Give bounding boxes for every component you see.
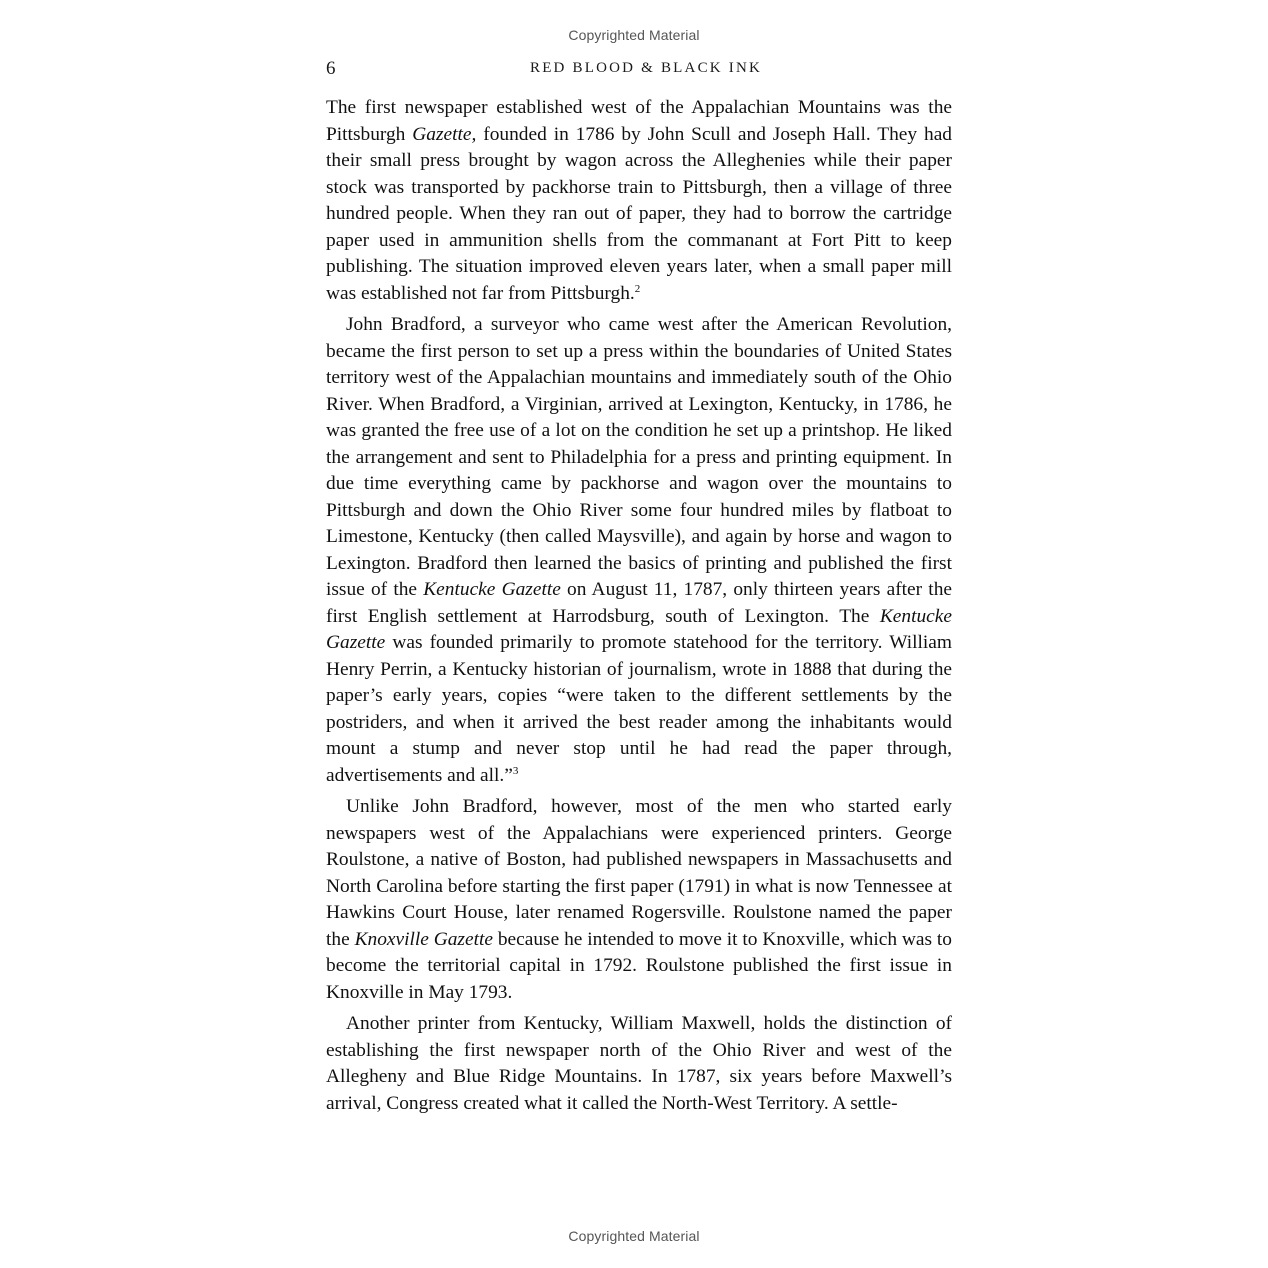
text-run: Unlike John Bradford, however, most of the men who started early newspapers west of the Appalachians were experienced printers. George Roulstone, a native of Boston, had published newspapers in Massachusetts and North Carolina before starting the first paper (1791) in what is now Tennessee at Hawkins Court House, later renamed Rogersville. Roulstone named the paper the (326, 796, 952, 950)
italic-title: Kentucke Gazette (423, 579, 561, 600)
footnote-marker: 2 (634, 282, 641, 295)
paragraph-2 (326, 312, 952, 789)
book-title: RED BLOOD & BLACK INK (529, 60, 763, 76)
copyright-watermark-top: Copyrighted Material (568, 27, 700, 43)
text-run: was founded primarily to promote statehood for the territory. William Henry Perrin, a Kentucky historian of journalism, wrote in 1888 that during the paper’s early years, copies “were taken to the different settlements by the postriders, and when it arrived the best reader among the inhabitants would mount a stump and never stop until he had read the paper through, advertisements and all.” (326, 632, 952, 786)
paragraph-4 (326, 1011, 952, 1117)
paragraph-1 (326, 95, 952, 307)
paragraph-3 (326, 794, 952, 1006)
italic-title: Kentucke Gazette (326, 605, 952, 653)
text-run: founded in 1786 by John Scull and Joseph Hall. They had their small press brought by wagon across the Alleghenies while their paper stock was transported by packhorse train to Pittsburgh, then a village of three hundred people. When they ran out of paper, they had to borrow the cartridge paper used in ammunition shells from the commanant at Fort Pitt to keep publishing. The situation improved eleven years later, when a small paper mill was established not far from Pittsburgh. (326, 123, 952, 304)
italic-title: Gazette, (412, 123, 477, 145)
text-run: on August 11, 1787, only thirteen years after the first English settlement at Harrodsburg, south of Lexington. The (326, 579, 952, 627)
running-head (326, 58, 952, 82)
page-number: 6 (326, 58, 336, 79)
body-text (326, 95, 952, 1122)
footnote-marker: 3 (512, 764, 519, 777)
text-run: because he intended to move it to Knoxville, which was to become the territorial capital in 1792. Roulstone published the first issue in Knoxville in May 1793. (326, 928, 952, 1003)
copyright-watermark-bottom: Copyrighted Material (568, 1228, 700, 1244)
italic-title: Knoxville Gazette (354, 928, 493, 950)
text-run: John Bradford, a surveyor who came west after the American Revolution, became the first person to set up a press within the boundaries of United States territory west of the Appalachian mountains and immediately south of the Ohio River. When Bradford, a Virginian, arrived at Lexington, Kentucky, in 1786, he was granted the free use of a lot on the condition he set up a printshop. He liked the arrangement and sent to Philadelphia for a press and printing equipment. In due time everything came by packhorse and wagon over the mountains to Pittsburgh and down the Ohio River some four hundred miles by flatboat to Limestone, Kentucky (then called Maysville), and again by horse and wagon to Lexington. Bradford then learned the basics of printing and published the first issue of the (326, 314, 952, 600)
text-run: Another printer from Kentucky, William Maxwell, holds the distinction of establishing the first newspaper north of the Ohio River and west of the Allegheny and Blue Ridge Mountains. In 1787, six years before Maxwell’s arrival, Congress created what it called the North-West Territory. A settle- (326, 1013, 952, 1114)
text-run: The first newspaper established west of the Appalachian Mountains was the Pittsburgh (326, 97, 952, 145)
